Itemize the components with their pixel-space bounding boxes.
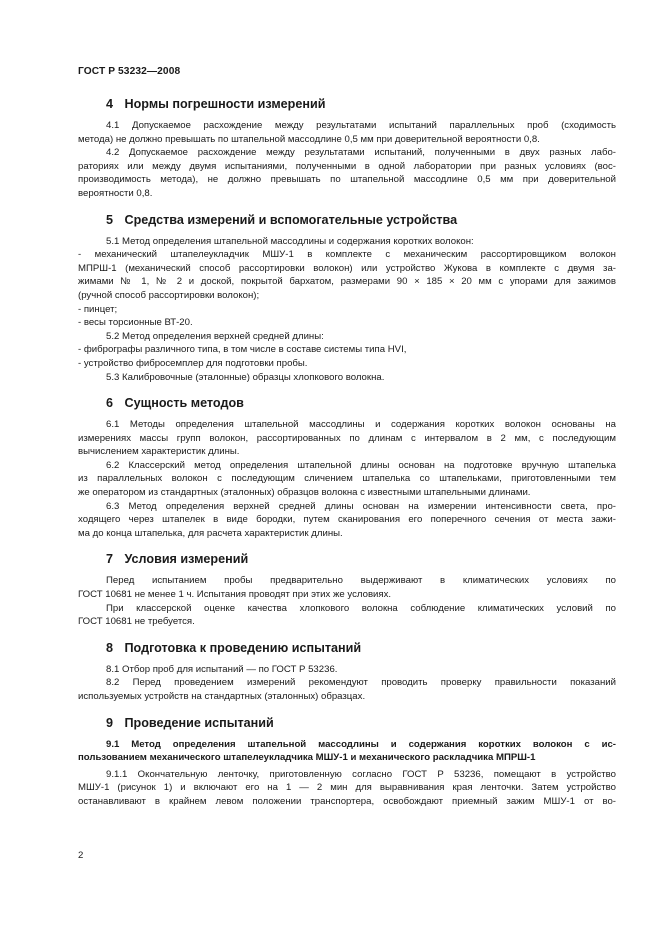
list-item: - устройство фибросемплер для подготовки пробы.	[78, 357, 308, 369]
text-line: раториях или между двумя испытаниями, полученными в одной лаборатории при разных условиях (вос-	[78, 160, 616, 172]
section-heading-6	[78, 395, 616, 411]
paragraph-6-2	[78, 459, 616, 500]
paragraph-4-2	[78, 146, 616, 200]
text-line: 6.2 Классерский метод определения штапельной длины основан на подготовке вручную штапелька	[106, 459, 616, 471]
section-heading-8	[78, 640, 616, 656]
list-item: - фибрографы различного типа, в том числе в составе системы типа HVI,	[78, 344, 407, 356]
text-line: При классерской оценке качества хлопкового волокна соблюдение климатических условий по	[106, 602, 616, 614]
text-line: - механический штапелеукладчик МШУ-1 в комплекте с механическим рассортировщиком волокон	[78, 249, 616, 261]
text-line: ма до конца штапелька, для расчета характеристик длины.	[78, 527, 343, 539]
text-line: 4.1 Допускаемое расхождение между результатами испытаний параллельных проб (сходимость	[106, 120, 616, 131]
paragraph-6-1	[78, 418, 616, 459]
section-title: Проведение испытаний	[124, 715, 274, 730]
paragraph-7-2	[78, 602, 616, 629]
text-line: 8.2 Перед проведением измерений рекомендуют проводить проверку правильности показаний	[106, 677, 616, 689]
text-line: (ручной способ рассортировки волокон);	[78, 289, 260, 301]
section-heading-5	[78, 212, 616, 228]
text-line: же оператором из стандартных (эталонных) образцов волокна с известными штапельными длинами.	[78, 487, 531, 499]
paragraph-5-3: 5.3 Калибровочные (эталонные) образцы хлопкового волокна.	[106, 371, 385, 383]
text-line: жимами № 1, № 2 и доской, покрытой бархатом, размерами 90 × 185 × 20 мм с упорами для зажимов	[78, 276, 616, 288]
paragraph-5-2: 5.2 Метод определения верхней средней длины:	[106, 330, 324, 342]
list-item: - весы торсионные ВТ-20.	[78, 317, 193, 329]
paragraph-8-2	[78, 676, 616, 703]
page-number: 2	[78, 850, 84, 861]
text-line: из параллельных волокон с последующим сличением штапелька со штапельками, приготовленными тем	[78, 473, 616, 485]
section-number: 6	[106, 396, 114, 411]
section-title: Подготовка к проведению испытаний	[124, 640, 362, 655]
document-header: ГОСТ Р 53232—2008	[78, 66, 181, 77]
section-number: 9	[106, 715, 114, 730]
text-line: МПРШ-1 (механический способ рассортировки волокон) или устройство Жукова в комплекте с двумя за-	[78, 262, 616, 274]
paragraph-9-1-1	[78, 768, 616, 809]
section-title: Условия измерений	[124, 552, 249, 567]
text-line: пользованием механического штапелеукладчика МШУ-1 и механического раскладчика МПРШ-1	[78, 752, 536, 764]
paragraph-5-1: 5.1 Метод определения штапельной массодлины и содержания коротких волокон:	[106, 235, 474, 247]
text-line: 6.3 Метод определения верхней средней длины основан на измерении интенсивности света, про-	[106, 500, 616, 512]
section-number: 5	[106, 212, 114, 227]
text-line: метода) не должно превышать по штапельной массодлине 0,5 мм при доверительной вероятности 0,8.	[78, 133, 540, 145]
paragraph-9-1	[78, 738, 616, 765]
text-line: вероятности 0,8.	[78, 187, 153, 199]
section-heading-7	[78, 551, 616, 567]
text-line: 9.1 Метод определения штапельной массодлины и содержания коротких волокон с ис-	[106, 738, 616, 750]
text-line: останавливают в крайнем левом положении транспортера, освобождают приемный зажим МШУ-1 от во-	[78, 795, 616, 807]
text-line: используемых устройств на стандартных (эталонных) образцах.	[78, 691, 366, 702]
paragraph-6-3	[78, 500, 616, 541]
text-line: измерениях массы групп волокон, рассортированных по длинам с интервалом в 2 мм, с последующим	[78, 432, 616, 444]
section-number: 8	[106, 640, 114, 655]
text-line: вычислением характеристик длины.	[78, 446, 240, 458]
section-title: Сущность методов	[124, 396, 244, 411]
paragraph-7-1	[78, 574, 616, 601]
text-line: ГОСТ 10681 не требуется.	[78, 616, 195, 628]
section-heading-9	[78, 715, 616, 731]
section-title: Средства измерений и вспомогательные устройства	[124, 212, 458, 227]
section-number: 4	[106, 97, 114, 111]
text-line: ходящего через штапелек в виде бородки, путем сканирования его поперечного сечения от места зажи-	[78, 514, 616, 526]
text-line: 6.1 Методы определения штапельной массодлины и содержания коротких волокон основаны на	[106, 419, 616, 431]
section-number: 7	[106, 552, 114, 567]
paragraph-8-1: 8.1 Отбор проб для испытаний — по ГОСТ Р 53236.	[106, 663, 338, 675]
text-line: 4.2 Допускаемое расхождение между результатами испытаний, полученными в двух разных лабо-	[106, 147, 616, 159]
paragraph-4-1	[78, 119, 616, 146]
section-title: Нормы погрешности измерений	[124, 97, 326, 111]
paragraph-5-1-list	[78, 248, 616, 302]
section-heading-4	[78, 96, 616, 112]
text-line: Перед испытанием пробы предварительно выдерживают в климатических условиях по	[106, 575, 616, 587]
text-line: производимость метода), не должно превышать по штапельной массодлине 0,5 мм при доверительной	[78, 174, 616, 186]
text-line: МШУ-1 (рисунок 1) и включают его на 1 — 2 мин для выравнивания края ленточки. Затем устройство	[78, 782, 616, 794]
list-item: - пинцет;	[78, 303, 118, 315]
document-body	[78, 96, 616, 809]
text-line: 9.1.1 Окончательную ленточку, приготовленную согласно ГОСТ Р 53236, помещают в устройство	[106, 768, 616, 780]
text-line: ГОСТ 10681 не менее 1 ч. Испытания проводят при этих же условиях.	[78, 589, 392, 601]
